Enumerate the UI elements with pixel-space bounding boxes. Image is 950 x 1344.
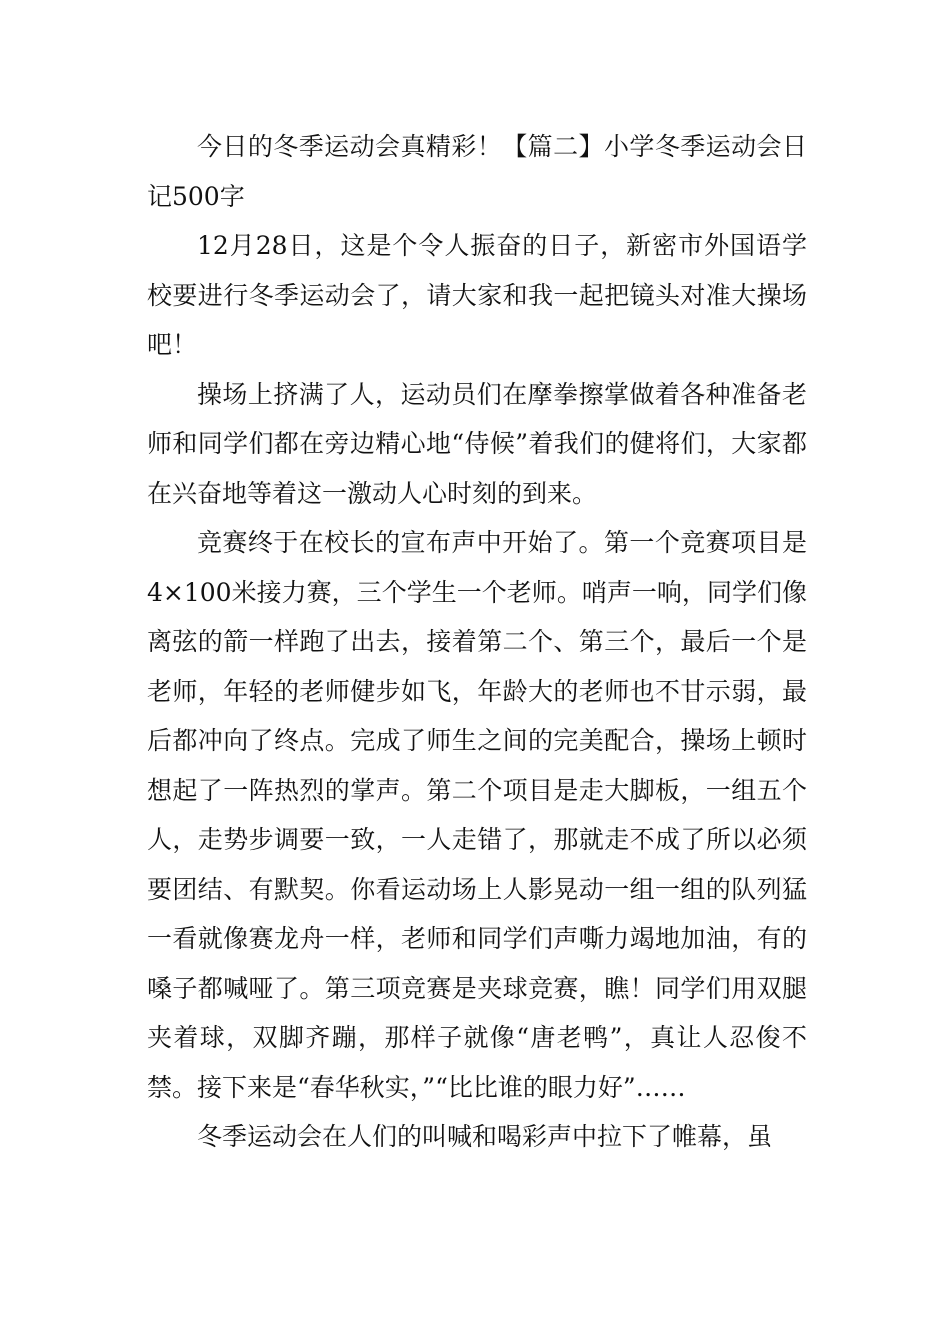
paragraph-date-intro: 12月28日，这是个令人振奋的日子，新密市外国语学校要进行冬季运动会了，请大家和我一起把镜头对准大操场吧！ bbox=[147, 231, 807, 359]
paragraph-closing: 冬季运动会在人们的叫喊和喝彩声中拉下了帷幕，虽 bbox=[197, 1122, 773, 1151]
document-body bbox=[147, 122, 807, 1162]
paragraph-opening: 今日的冬季运动会真精彩！【篇二】小学冬季运动会日记500字 bbox=[147, 132, 807, 211]
paragraph-playground: 操场上挤满了人，运动员们在摩拳擦掌做着各种准备老师和同学们都在旁边精心地“侍候”着我们的健将们，大家都在兴奋地等着这一激动人心时刻的到来。 bbox=[147, 379, 807, 508]
paragraph-competition: 竞赛终于在校长的宣布声中开始了。第一个竞赛项目是4×100米接力赛，三个学生一个老师。哨声一响，同学们像离弦的箭一样跑了出去，接着第二个、第三个，最后一个是老师，年轻的老师健步如飞，年龄大的老师也不甘示弱，最后都冲向了终点。完成了师生之间的完美配合，操场上顿时想起了一阵热烈的掌声。第二个项目是走大脚板，一组五个人，走势步调要一致，一人走错了，那就走不成了所以必须要团结、有默契。你看运动场上人影晃动一组一组的队列猛一看就像赛龙舟一样，老师和同学们声嘶力竭地加油，有的嗓子都喊哑了。第三项竞赛是夹球竞赛，瞧！同学们用双腿夹着球，双脚齐蹦，那样子就像“唐老鸭”，真让人忍俊不禁。接下来是“春华秋实，”“比比谁的眼力好”…… bbox=[147, 528, 807, 1102]
